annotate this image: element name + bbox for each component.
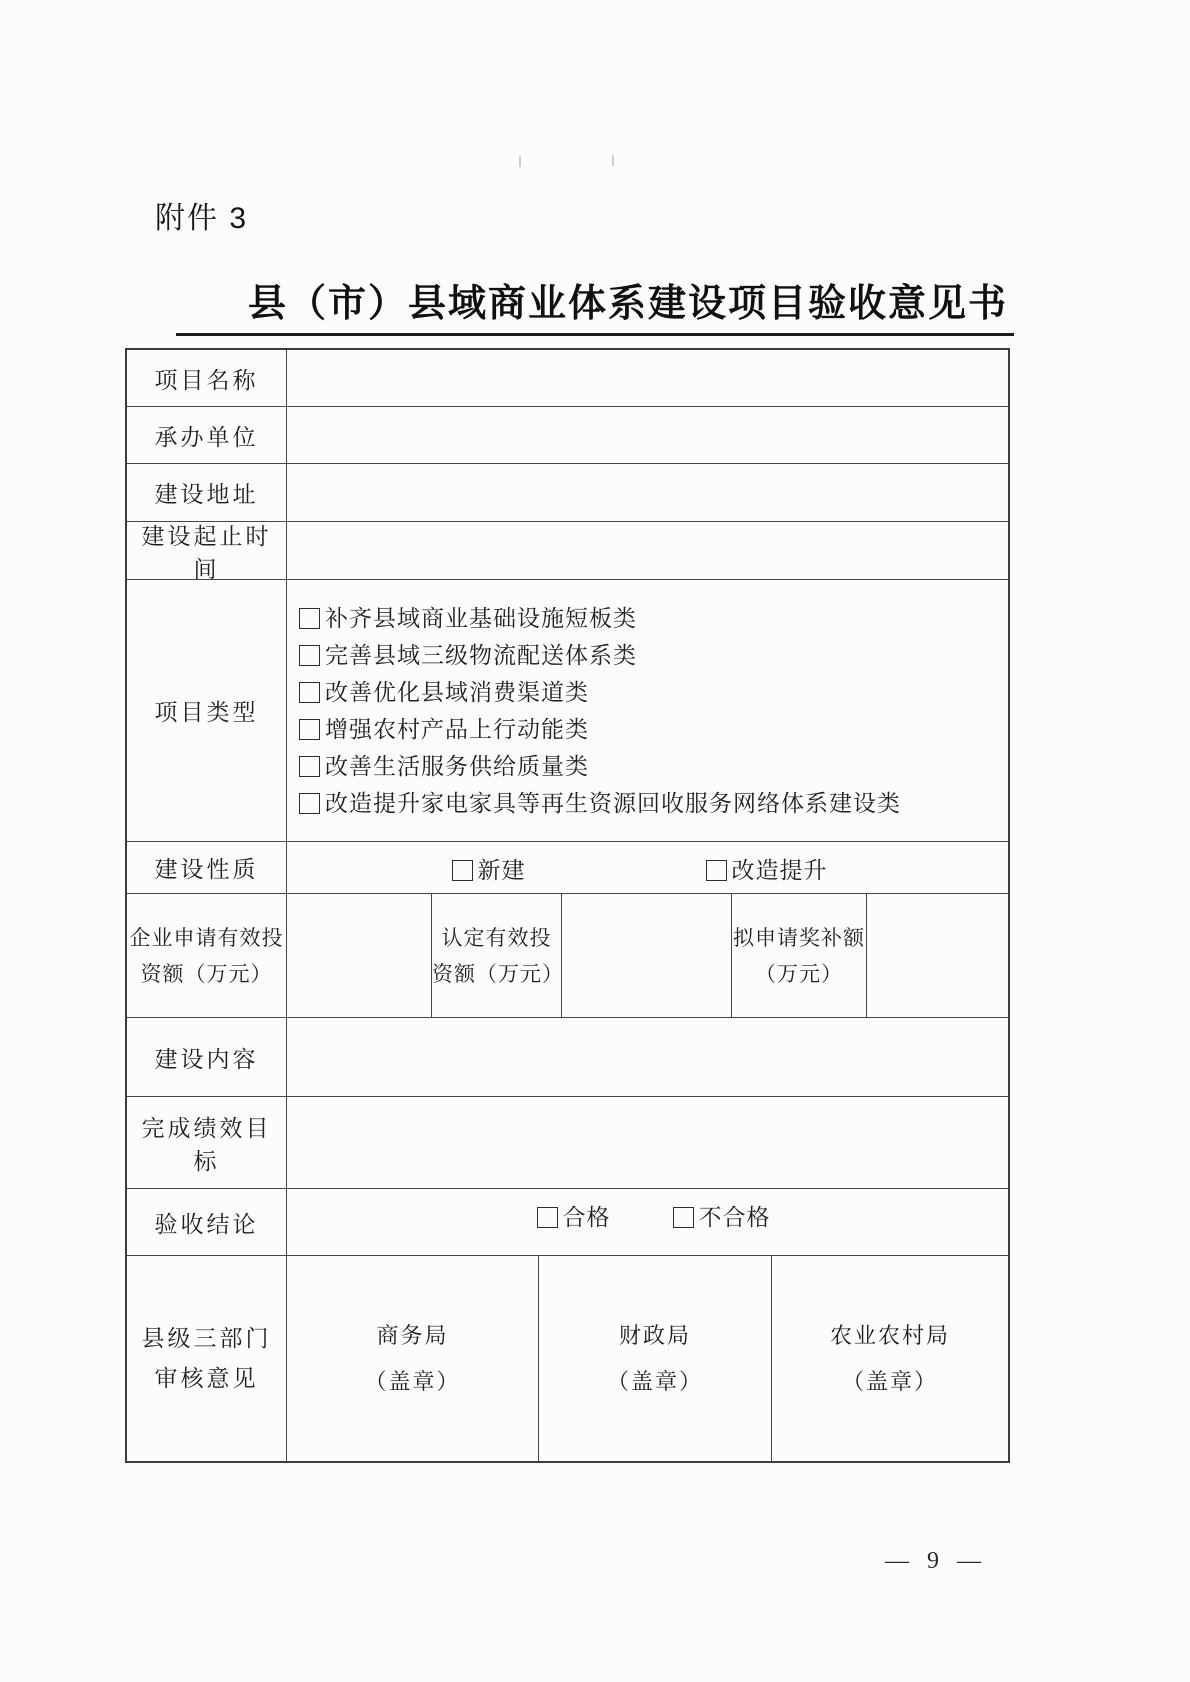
project-type-option xyxy=(299,674,589,711)
nature-option-upgrade xyxy=(706,852,828,889)
form-row-project-name xyxy=(127,350,1008,407)
attachment-label: 附件 3 xyxy=(155,202,249,235)
acceptance-conclusion-label: 验收结论 xyxy=(127,1189,287,1255)
finance-bureau-cell xyxy=(539,1256,772,1461)
department-name: 农业农村局 xyxy=(829,1322,950,1348)
document-title: 县（市）县域商业体系建设项目验收意见书 xyxy=(176,272,1014,336)
project-type-options xyxy=(287,580,1008,841)
conclusion-option-fail xyxy=(673,1199,771,1236)
agriculture-bureau-cell xyxy=(772,1256,1008,1461)
option-label: 完善县域三级物流配送体系类 xyxy=(325,642,637,668)
label-line: 认定有效投 xyxy=(441,925,552,950)
construction-period-label: 建设起止时间 xyxy=(127,522,287,579)
applied-investment-label xyxy=(127,894,287,1017)
checkbox-icon xyxy=(706,860,727,881)
option-label: 合格 xyxy=(562,1205,611,1230)
form-row-construction-address xyxy=(127,464,1008,522)
conclusion-option-pass xyxy=(537,1199,611,1236)
construction-nature-label: 建设性质 xyxy=(127,842,287,893)
award-amount-label xyxy=(732,894,867,1017)
award-amount-value xyxy=(867,894,1008,1017)
acceptance-conclusion-options xyxy=(287,1189,1008,1255)
option-label: 改善优化县域消费渠道类 xyxy=(325,679,589,705)
department-seal: （盖章） xyxy=(841,1368,938,1394)
option-label: 增强农村产品上行动能类 xyxy=(325,716,589,742)
project-name-label: 项目名称 xyxy=(127,350,287,406)
checkbox-icon xyxy=(299,645,320,666)
option-label: 新建 xyxy=(477,858,526,883)
label-line: （万元） xyxy=(755,961,843,986)
form-row-construction-nature xyxy=(127,842,1008,894)
option-label: 改造提升家电家具等再生资源回收服务网络体系建设类 xyxy=(325,790,901,816)
construction-period-value xyxy=(287,522,1008,579)
department-seal: （盖章） xyxy=(606,1368,703,1394)
performance-goal-label: 完成绩效目标 xyxy=(127,1097,287,1188)
department-name: 商务局 xyxy=(376,1322,449,1348)
construction-address-label: 建设地址 xyxy=(127,464,287,521)
department-review-label xyxy=(127,1256,287,1461)
verified-investment-value xyxy=(562,894,732,1017)
checkbox-icon xyxy=(299,682,320,703)
verified-investment-label xyxy=(432,894,562,1017)
label-line: 资额（万元） xyxy=(432,961,564,986)
commerce-bureau-cell xyxy=(287,1256,539,1461)
undertaking-unit-label: 承办单位 xyxy=(127,407,287,463)
label-line: 县级三部门 xyxy=(141,1325,272,1351)
project-name-value xyxy=(287,350,1008,406)
form-row-undertaking-unit xyxy=(127,407,1008,464)
project-type-option xyxy=(299,785,901,822)
form-row-construction-content xyxy=(127,1018,1008,1097)
undertaking-unit-value xyxy=(287,407,1008,463)
form-row-department-review xyxy=(127,1256,1008,1461)
construction-address-value xyxy=(287,464,1008,521)
page-number: — 9 — xyxy=(885,1548,987,1574)
option-label: 改造提升 xyxy=(731,858,828,883)
checkbox-icon xyxy=(299,608,320,629)
label-line: 拟申请奖补额 xyxy=(733,925,865,950)
form-row-construction-period xyxy=(127,522,1008,580)
checkbox-icon xyxy=(299,719,320,740)
label-line: 企业申请有效投 xyxy=(129,925,284,950)
nature-option-new xyxy=(452,852,526,889)
form-row-project-type xyxy=(127,580,1008,842)
form-row-performance-goal xyxy=(127,1097,1008,1189)
construction-nature-options xyxy=(287,842,1008,893)
scan-artifact xyxy=(612,155,614,166)
project-type-option xyxy=(299,748,589,785)
project-type-option xyxy=(299,711,589,748)
project-type-option xyxy=(299,637,637,674)
form-row-investment xyxy=(127,894,1008,1018)
project-type-option xyxy=(299,600,637,637)
construction-content-value xyxy=(287,1018,1008,1096)
form-row-acceptance-conclusion xyxy=(127,1189,1008,1256)
checkbox-icon xyxy=(673,1207,694,1228)
option-label: 补齐县域商业基础设施短板类 xyxy=(325,605,637,631)
performance-goal-value xyxy=(287,1097,1008,1188)
checkbox-icon xyxy=(452,860,473,881)
option-label: 改善生活服务供给质量类 xyxy=(325,753,589,779)
document-title-wrap xyxy=(0,272,1190,336)
label-line: 审核意见 xyxy=(154,1365,259,1391)
acceptance-form-table xyxy=(125,348,1010,1463)
department-name: 财政局 xyxy=(618,1322,691,1348)
checkbox-icon xyxy=(537,1207,558,1228)
checkbox-icon xyxy=(299,756,320,777)
checkbox-icon xyxy=(299,793,320,814)
project-type-label: 项目类型 xyxy=(127,580,287,841)
construction-content-label: 建设内容 xyxy=(127,1018,287,1096)
department-seal: （盖章） xyxy=(364,1368,461,1394)
option-label: 不合格 xyxy=(698,1205,771,1230)
applied-investment-value xyxy=(287,894,432,1017)
label-line: 资额（万元） xyxy=(140,961,273,986)
scan-artifact xyxy=(519,156,521,167)
